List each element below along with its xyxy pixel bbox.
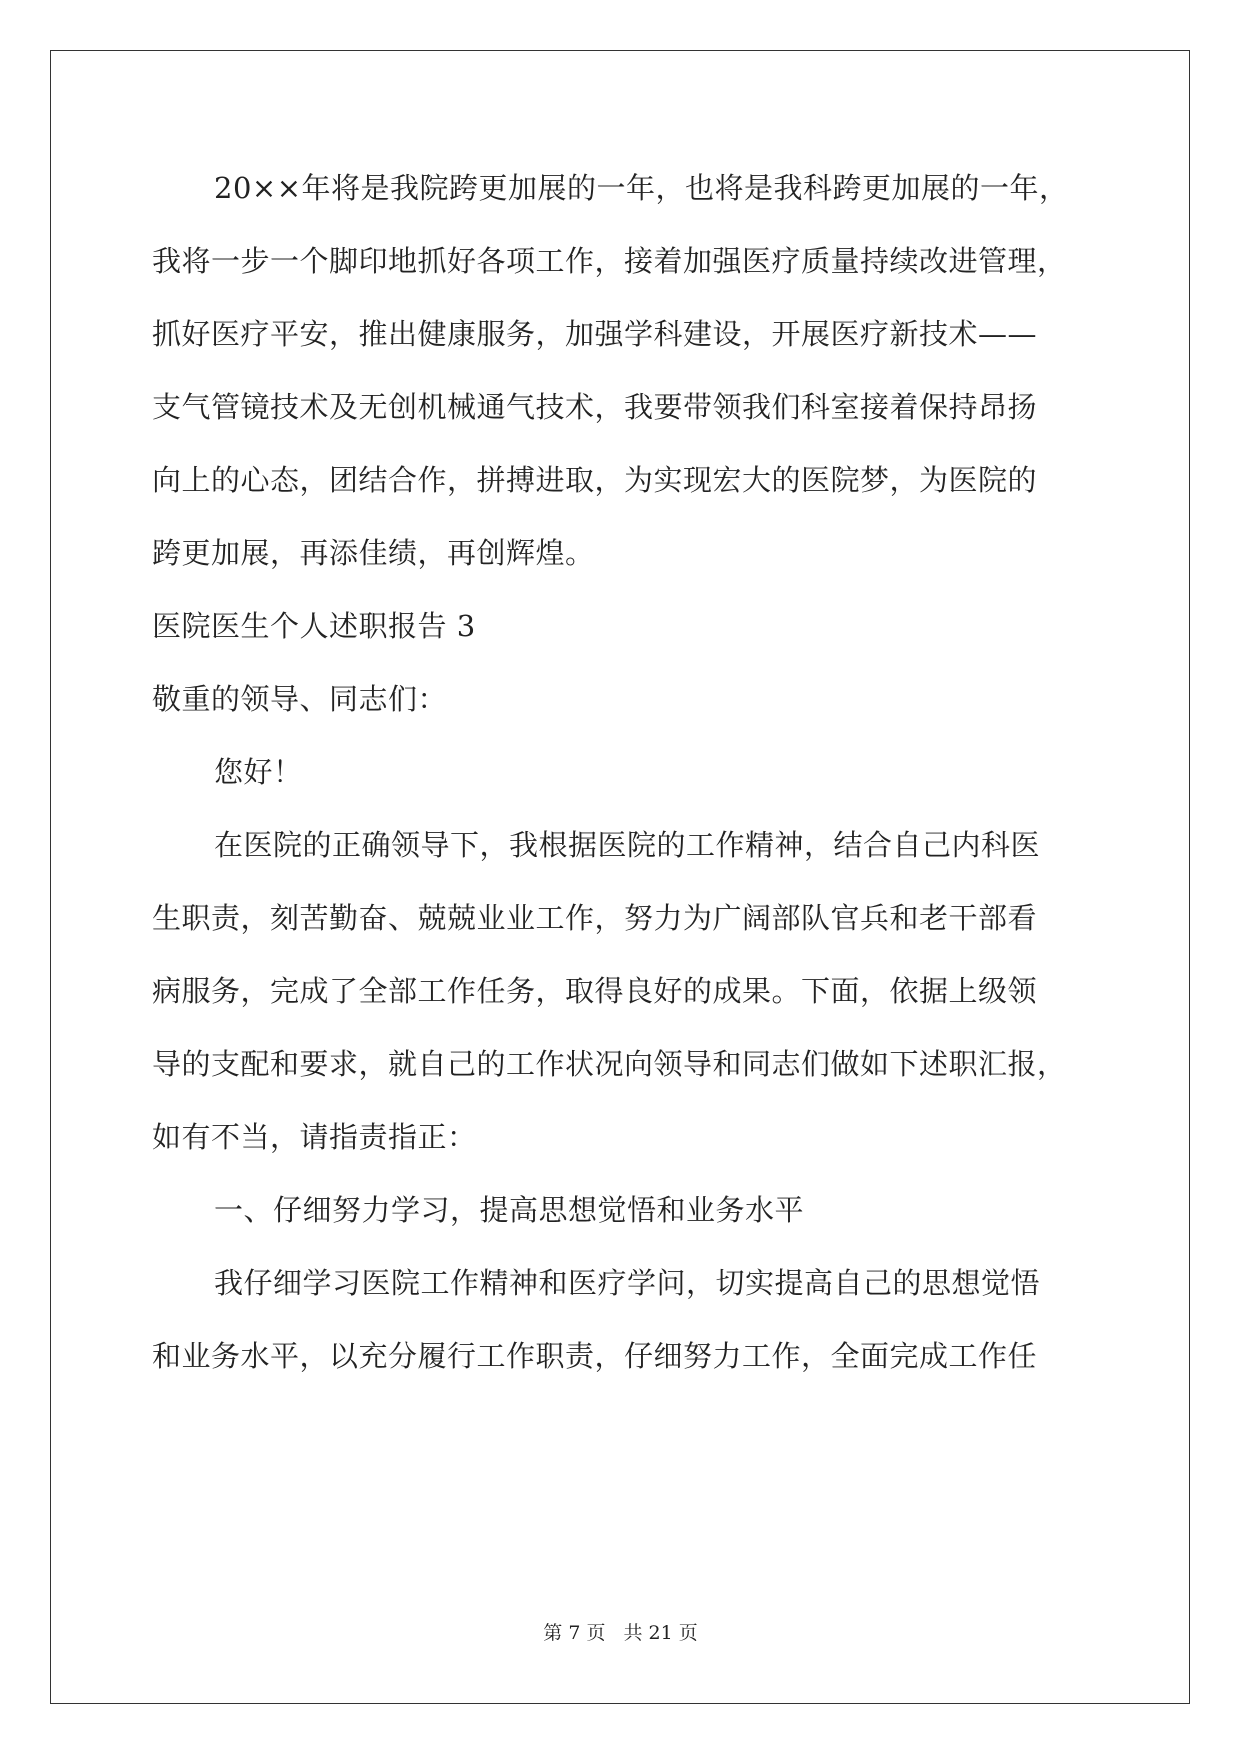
paragraph-line: 我将一步一个脚印地抓好各项工作，接着加强医疗质量持续改进管理， xyxy=(152,244,1067,278)
paragraph-line: 生职责，刻苦勤奋、兢兢业业工作，努力为广阔部队官兵和老干部看 xyxy=(152,901,1038,935)
total-pages-label: 共 21 页 xyxy=(623,1622,698,1644)
page-border xyxy=(50,50,1190,1704)
paragraph-line: 跨更加展，再添佳绩，再创辉煌。 xyxy=(152,536,595,570)
paragraph-line: 20××年将是我院跨更加展的一年，也将是我科跨更加展的一年， xyxy=(214,171,1069,205)
paragraph-line: 病服务，完成了全部工作任务，取得良好的成果。下面，依据上级领 xyxy=(152,974,1038,1008)
page-footer xyxy=(0,1621,1241,1645)
paragraph-line: 支气管镜技术及无创机械通气技术，我要带领我们科室接着保持昂扬 xyxy=(152,390,1038,424)
section-heading: 医院医生个人述职报告 3 xyxy=(152,609,476,643)
paragraph-line: 如有不当，请指责指正： xyxy=(152,1120,477,1154)
paragraph-line: 导的支配和要求，就自己的工作状况向领导和同志们做如下述职汇报， xyxy=(152,1047,1067,1081)
paragraph-line: 抓好医疗平安，推出健康服务，加强学科建设，开展医疗新技术—— xyxy=(152,317,1038,351)
paragraph-line: 向上的心态，团结合作，拼搏进取，为实现宏大的医院梦，为医院的 xyxy=(152,463,1038,497)
subsection-heading: 一、仔细努力学习，提高思想觉悟和业务水平 xyxy=(214,1193,805,1227)
greeting: 您好！ xyxy=(214,755,303,789)
salutation: 敬重的领导、同志们： xyxy=(152,682,448,716)
paragraph-line: 我仔细学习医院工作精神和医疗学问，切实提高自己的思想觉悟 xyxy=(214,1266,1041,1300)
paragraph-line: 和业务水平，以充分履行工作职责，仔细努力工作，全面完成工作任 xyxy=(152,1339,1038,1373)
paragraph-line: 在医院的正确领导下，我根据医院的工作精神，结合自己内科医 xyxy=(214,828,1041,862)
current-page-label: 第 7 页 xyxy=(543,1622,606,1644)
